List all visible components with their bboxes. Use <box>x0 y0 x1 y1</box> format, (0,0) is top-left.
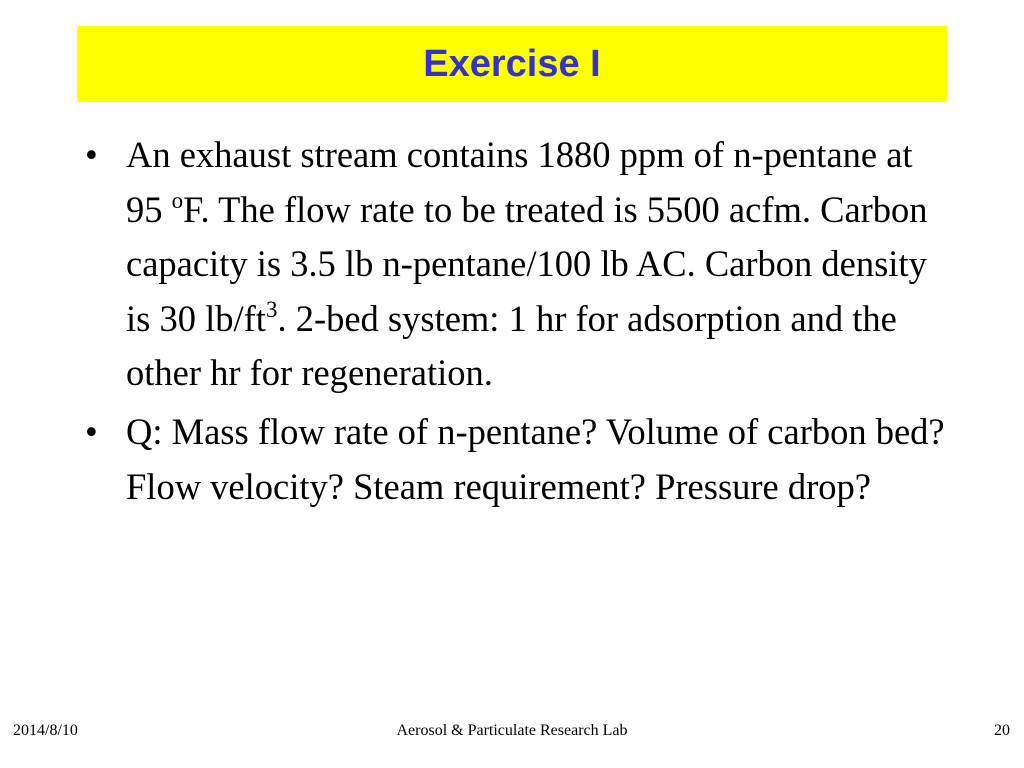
bullet-list <box>85 128 945 518</box>
bullet-text-part: F. The flow rate to be treated is 5500 acfm. Carbon capacity is 3.5 lb n-pentane/100 lb AC. Carbon density is 30 lb/ft <box>126 188 928 339</box>
superscript-degree: o <box>171 187 184 213</box>
title-banner <box>77 26 947 102</box>
bullet-text: Q: Mass flow rate of n-pentane? Volume of carbon bed? Flow velocity? Steam requirement? Pressure drop? <box>126 410 945 507</box>
footer-lab-name: Aerosol & Particulate Research Lab <box>396 722 628 739</box>
bullet-text-part: . 2-bed system: 1 hr for adsorption and the other hr for regeneration. <box>126 297 897 394</box>
footer-date: 2014/8/10 <box>13 722 78 739</box>
bullet-text-part: An exhaust stream contains 1880 ppm of n-pentane at 95 <box>126 134 913 230</box>
slide-title: Exercise I <box>423 42 601 85</box>
bullet-marker: • <box>85 410 98 452</box>
footer-page-number: 20 <box>994 722 1010 739</box>
bullet-marker: • <box>85 134 98 175</box>
bullet-item <box>85 405 945 514</box>
bullet-item <box>85 128 945 401</box>
superscript-cubed: 3 <box>265 296 278 322</box>
